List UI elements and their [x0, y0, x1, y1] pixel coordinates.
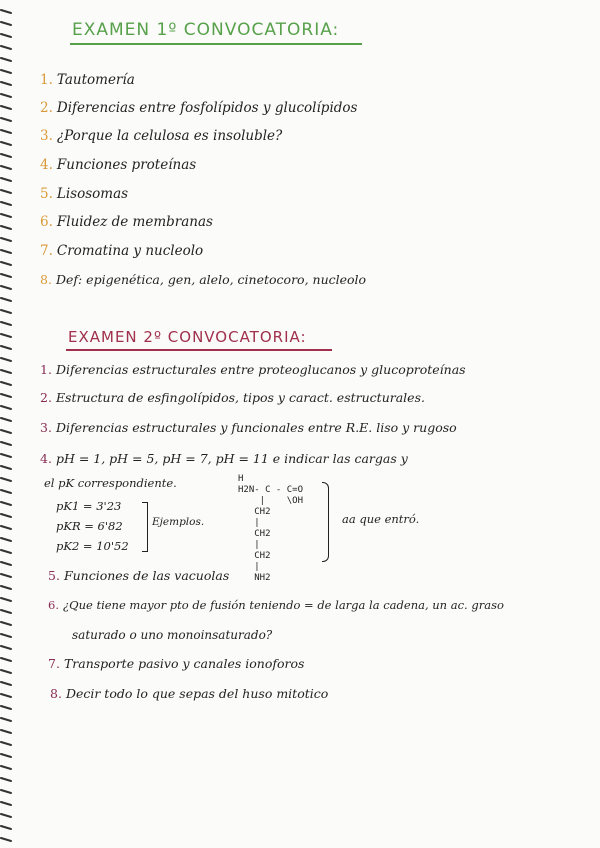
- binding-ring: [1, 826, 11, 829]
- binding-ring: [1, 58, 11, 61]
- spiral-binding: [0, 0, 14, 848]
- binding-ring: [1, 838, 11, 841]
- binding-ring: [1, 130, 11, 133]
- binding-ring: [1, 322, 11, 325]
- binding-ring: [1, 466, 11, 469]
- exam2-item: 2. Estructura de esfingolípidos, tipos y caract. estructurales.: [40, 390, 425, 405]
- binding-ring: [1, 154, 11, 157]
- binding-ring: [1, 454, 11, 457]
- binding-ring: [1, 166, 11, 169]
- exam2-item: 4. pH = 1, pH = 5, pH = 7, pH = 11 e indicar las cargas y: [40, 451, 408, 466]
- chem-note: aa que entró.: [342, 512, 420, 526]
- binding-ring: [1, 514, 11, 517]
- binding-ring: [1, 226, 11, 229]
- item4-continuation: el pK correspondiente.: [44, 476, 177, 490]
- binding-ring: [1, 790, 11, 793]
- binding-ring: [1, 634, 11, 637]
- binding-ring: [1, 94, 11, 97]
- binding-ring: [1, 646, 11, 649]
- exam1-underline: [70, 43, 362, 45]
- binding-ring: [1, 586, 11, 589]
- exam2-item: 8. Decir todo lo que sepas del huso mitotico: [50, 686, 329, 701]
- pk-value: pKR = 6'82: [56, 519, 123, 533]
- binding-ring: [1, 250, 11, 253]
- pk-bracket: [142, 502, 148, 552]
- exam2-underline: [66, 349, 332, 351]
- amino-acid-formula: H H2N- C - C=O | \OH CH2 | CH2 | CH2 | NH2: [238, 474, 304, 583]
- binding-ring: [1, 262, 11, 265]
- binding-ring: [1, 778, 11, 781]
- binding-ring: [1, 334, 11, 337]
- exam1-item: 7. Cromatina y nucleolo: [40, 243, 204, 259]
- binding-ring: [1, 622, 11, 625]
- binding-ring: [1, 310, 11, 313]
- binding-ring: [1, 766, 11, 769]
- binding-ring: [1, 574, 11, 577]
- exam2-item: 7. Transporte pasivo y canales ionoforos: [48, 656, 305, 671]
- exam1-item: 1. Tautomería: [40, 72, 135, 88]
- binding-ring: [1, 550, 11, 553]
- exam1-item: 2. Diferencias entre fosfolípidos y glucolípidos: [40, 100, 358, 116]
- binding-ring: [1, 34, 11, 37]
- binding-ring: [1, 214, 11, 217]
- binding-ring: [1, 274, 11, 277]
- binding-ring: [1, 682, 11, 685]
- binding-ring: [1, 706, 11, 709]
- exam1-title: EXAMEN 1º CONVOCATORIA:: [72, 20, 340, 40]
- binding-ring: [1, 238, 11, 241]
- binding-ring: [1, 610, 11, 613]
- exam1-item: 5. Lisosomas: [40, 186, 129, 202]
- formula-bracket: [322, 482, 329, 562]
- pk-value: pK2 = 10'52: [56, 539, 129, 553]
- binding-ring: [1, 382, 11, 385]
- binding-ring: [1, 694, 11, 697]
- binding-ring: [1, 106, 11, 109]
- binding-ring: [1, 10, 11, 13]
- binding-ring: [1, 478, 11, 481]
- binding-ring: [1, 718, 11, 721]
- exam2-item: 3. Diferencias estructurales y funcionales entre R.E. liso y rugoso: [40, 420, 457, 435]
- binding-ring: [1, 70, 11, 73]
- binding-ring: [1, 406, 11, 409]
- binding-ring: [1, 538, 11, 541]
- binding-ring: [1, 814, 11, 817]
- pk-note: Ejemplos.: [152, 516, 205, 528]
- exam2-item: 5. Funciones de las vacuolas: [48, 568, 230, 583]
- binding-ring: [1, 442, 11, 445]
- binding-ring: [1, 178, 11, 181]
- exam1-item: 3. ¿Porque la celulosa es insoluble?: [40, 128, 283, 144]
- binding-ring: [1, 502, 11, 505]
- binding-ring: [1, 298, 11, 301]
- binding-ring: [1, 346, 11, 349]
- binding-ring: [1, 598, 11, 601]
- binding-ring: [1, 142, 11, 145]
- binding-ring: [1, 754, 11, 757]
- binding-ring: [1, 490, 11, 493]
- pk-value: pK1 = 3'23: [56, 499, 122, 513]
- binding-ring: [1, 286, 11, 289]
- binding-ring: [1, 742, 11, 745]
- binding-ring: [1, 526, 11, 529]
- binding-ring: [1, 658, 11, 661]
- binding-ring: [1, 190, 11, 193]
- binding-ring: [1, 358, 11, 361]
- binding-ring: [1, 22, 11, 25]
- binding-ring: [1, 430, 11, 433]
- binding-ring: [1, 418, 11, 421]
- binding-ring: [1, 394, 11, 397]
- binding-ring: [1, 118, 11, 121]
- binding-ring: [1, 82, 11, 85]
- exam1-item: 8. Def: epigenética, gen, alelo, cinetocoro, nucleolo: [40, 272, 367, 287]
- exam1-item: 4. Funciones proteínas: [40, 157, 197, 173]
- binding-ring: [1, 370, 11, 373]
- binding-ring: [1, 730, 11, 733]
- exam2-title: EXAMEN 2º CONVOCATORIA:: [68, 328, 307, 346]
- binding-ring: [1, 670, 11, 673]
- binding-ring: [1, 46, 11, 49]
- binding-ring: [1, 562, 11, 565]
- exam1-item: 6. Fluidez de membranas: [40, 214, 213, 230]
- exam2-item: 6. ¿Que tiene mayor pto de fusión teniendo = de larga la cadena, un ac. graso: [48, 598, 504, 612]
- binding-ring: [1, 802, 11, 805]
- item6-continuation: saturado o uno monoinsaturado?: [72, 628, 273, 642]
- binding-ring: [1, 202, 11, 205]
- exam2-item: 1. Diferencias estructurales entre proteoglucanos y glucoproteínas: [40, 362, 466, 377]
